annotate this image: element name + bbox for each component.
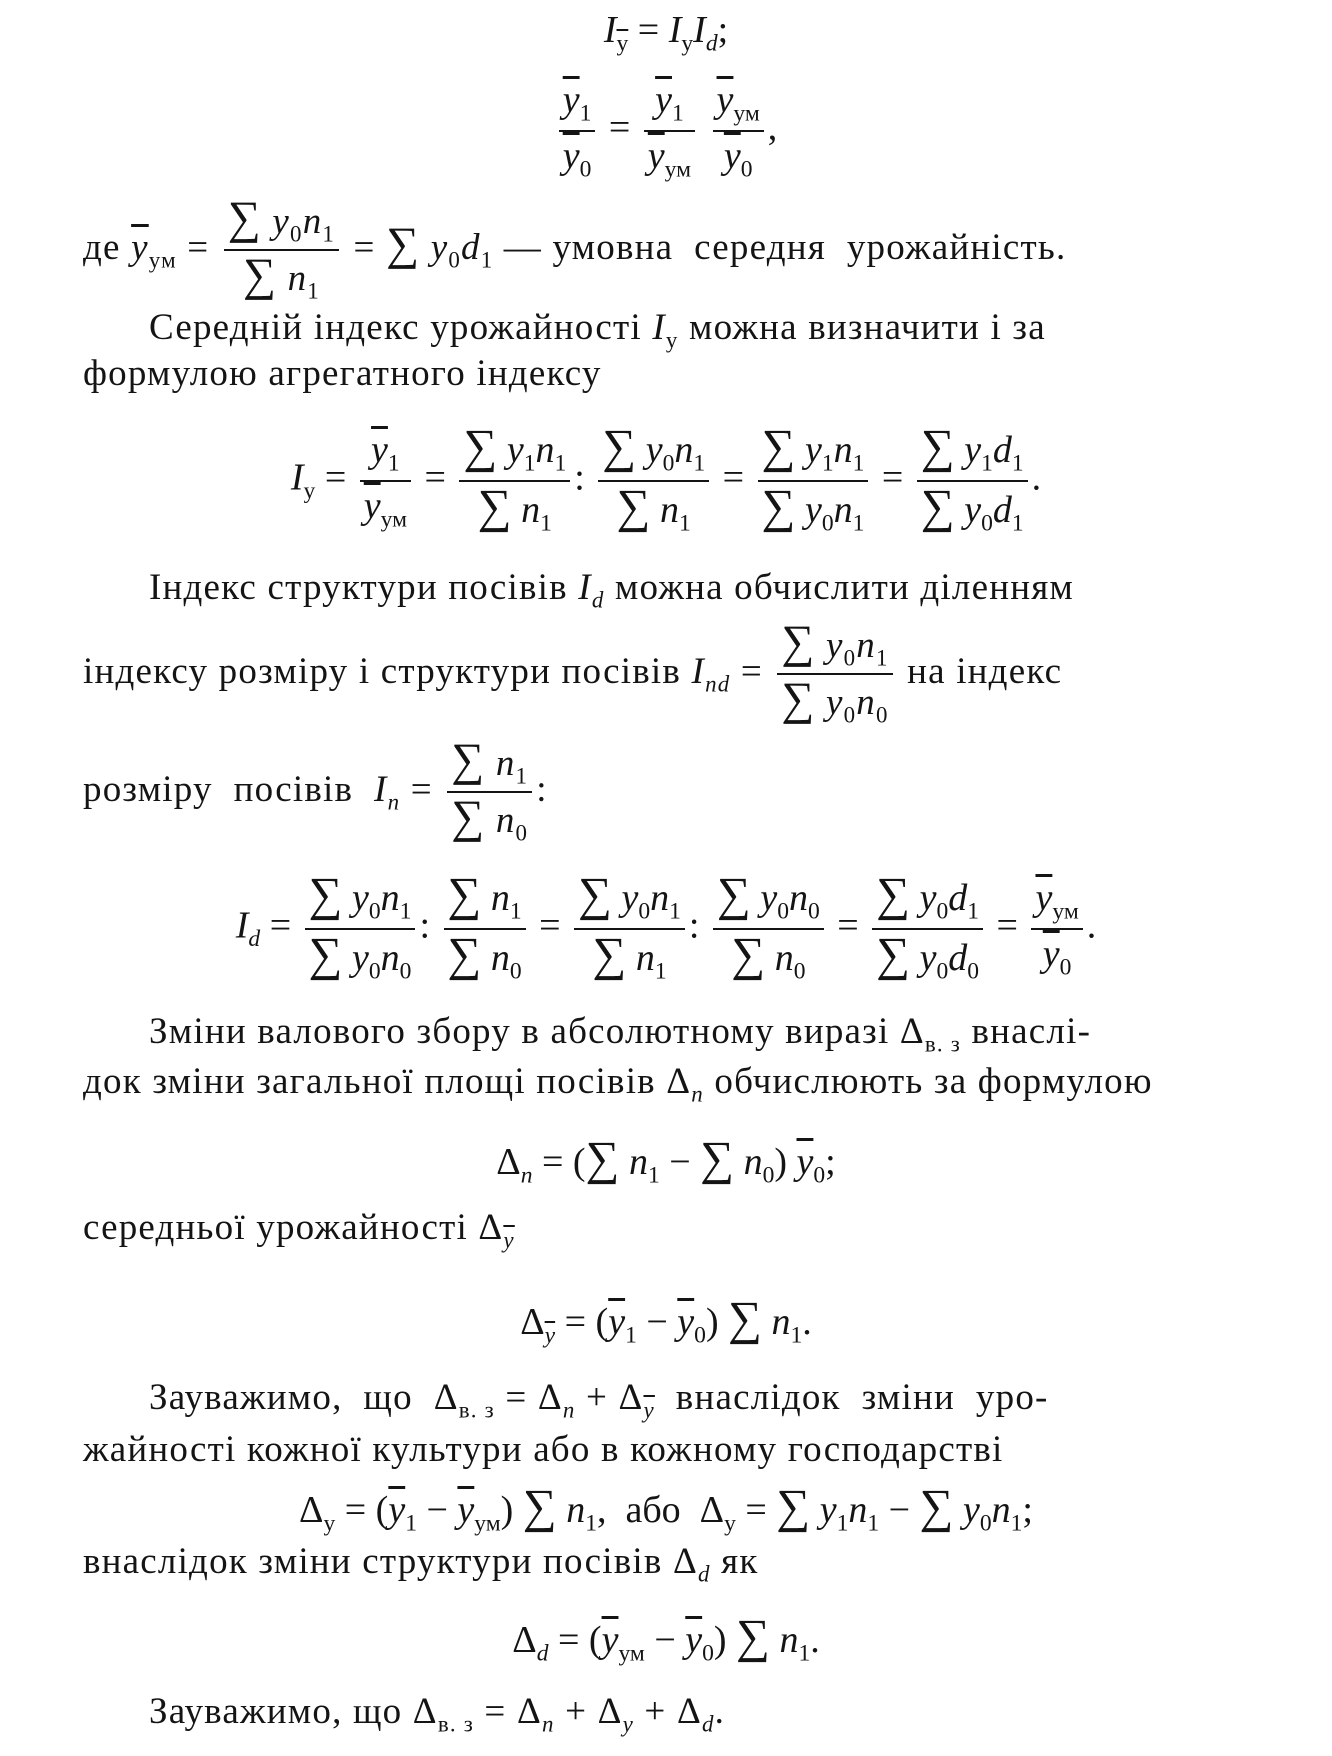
text-area-change: док зміни загальної площі посівів $\Delta_n$ обчислюють за формулою: [83, 1061, 1153, 1107]
formula-delta-crop-yield: $\Delta_у = (\overline{y}_1 - \overline{y}_{ум})$ ∑ $n_1$, або $\Delta_у$ = ∑ $y_1n_1$ − ∑ $y_0n_1$;: [299, 1481, 1033, 1537]
formula-structure-index: $I_d$ = $\frac{\sum y_0n_1}{\sum y_0n_0}$ : $\frac{\sum n_1}{\sum n_0}$ = $\frac{\sum y_0n_1}{\sum n_1}$ : $\frac{\sum y_0n_0}{\sum n_0}$ = $\frac{\sum y_0d_1}{\sum y_0d_0}$ = $\frac{\overline{y}_{ум}}{\overline{y}_0}$ .: [235, 869, 1097, 985]
formula-delta-area: $\Delta_n$ = (∑ $n_1$ − ∑ $n_0$) $\overline{y}_0$;: [496, 1133, 836, 1189]
text-structure-index: Індекс структури посівів $I_d$ можна обчислити діленням: [149, 567, 1075, 613]
text-structure-change: внаслідок зміни структури посівів $\Delta_d$ як: [83, 1541, 759, 1587]
text-size-index: розміру посівів $I_n$ = $\frac{\sum n_1}{\sum n_0}$ :: [83, 735, 548, 846]
text-final-note: Зауважимо, що $\Delta_{в. з} = \Delta_n + \Delta_y + \Delta_d$.: [149, 1691, 726, 1737]
formula-index-identity: $I_у = I_уI_d$;: [603, 9, 729, 57]
text-gross-harvest-change: Зміни валового збору в абсолютному виразі $\Delta_{в. з}$ внаслі-: [149, 1011, 1092, 1057]
text-size-structure-index: індексу розміру і структури посівів $I_{nd}$ = $\frac{\sum y_0n_1}{\sum y_0n_0}$ на індекс: [83, 617, 1063, 728]
formula-delta-structure: $\Delta_d = (\overline{y}_{ум} - \overline{y}_0)$ ∑ $n_1$.: [512, 1611, 820, 1667]
formula-yield-index-aggregate: $I_у$ = $\frac{\overline{y}_1}{\overline{y}_{ум}}$ = $\frac{\sum y_1n_1}{\sum n_1}$ : $\frac{\sum y_0n_1}{\sum n_1}$ = $\frac{\sum y_1n_1}{\sum y_0n_1}$ = $\frac{\sum y_1d_1}{\sum y_0d_1}$ .: [290, 421, 1042, 537]
formula-mean-yield-ratio: $\frac{\overline{y}_1}{\overline{y}_0}$ = $\frac{\overline{y}_1}{\overline{y}_{ум}}$ $\frac{\overline{y}_{ум}}{\overline{y}_0}$ ,: [0, 78, 1332, 183]
formula-delta-yield: $\Delta_{\overline{y}} = (\overline{y}_1 - \overline{y}_0)$ ∑ $n_1$.: [520, 1293, 812, 1349]
text-conditional-mean-yield: де $\overline{y}_{ум}$ = $\frac{\sum y_0n_1}{\sum n_1}$ = ∑ $y_0d_1$ — умовна середня урожайність.: [83, 193, 1067, 304]
text-average-yield: середньої урожайності $\Delta_{\overline{y}}$: [83, 1207, 515, 1253]
text-average-yield-index: Середній індекс урожайності $I_у$ можна визначити і за: [149, 307, 1046, 353]
text-crop-yield: жайності кожної культури або в кожному господарстві: [83, 1429, 1004, 1470]
text-note-decomposition: Зауважимо, що $\Delta_{в. з} = \Delta_n + \Delta_{\overline{y}}$ внаслідок зміни уро-: [149, 1377, 1049, 1423]
text-aggregate-formula: формулою агрегатного індексу: [83, 353, 602, 394]
